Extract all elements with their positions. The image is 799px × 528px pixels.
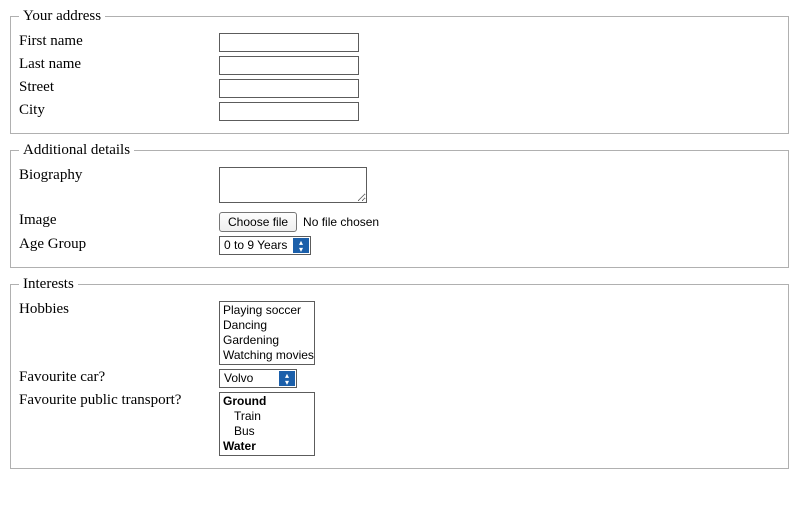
label-city: City <box>19 102 45 118</box>
table-row <box>19 210 379 234</box>
age-group-select[interactable] <box>219 236 311 255</box>
label-age-group: Age Group <box>19 236 87 252</box>
file-status-text: No file chosen <box>303 215 380 229</box>
table-row <box>19 54 359 77</box>
favourite-car-select[interactable] <box>219 369 297 388</box>
label-street: Street <box>19 79 54 95</box>
list-item[interactable]: Dancing <box>223 318 268 332</box>
list-item[interactable]: Gardening <box>223 333 280 347</box>
table-row <box>19 165 379 210</box>
label-hobbies: Hobbies <box>19 301 69 317</box>
chevron-updown-icon[interactable] <box>279 371 295 386</box>
age-group-selected-value: 0 to 9 Years <box>224 238 288 252</box>
listbox-group-label: Water <box>223 439 256 453</box>
hobbies-listbox[interactable] <box>219 301 315 365</box>
label-biography: Biography <box>19 167 83 183</box>
legend-your-address: Your address <box>23 8 102 24</box>
additional-fields-table <box>19 165 379 257</box>
favourite-transport-listbox[interactable] <box>219 392 315 456</box>
chevron-up-icon: ▴ <box>298 238 303 247</box>
label-last-name: Last name <box>19 56 82 72</box>
list-item[interactable]: Playing soccer <box>223 303 302 317</box>
city-input[interactable] <box>219 102 359 121</box>
biography-textarea[interactable] <box>219 167 367 203</box>
legend-additional-details: Additional details <box>23 142 131 158</box>
interests-fields-table <box>19 299 315 458</box>
list-item[interactable]: Bus <box>234 424 255 438</box>
table-row <box>19 390 315 458</box>
fieldset-interests <box>10 276 789 469</box>
last-name-input[interactable] <box>219 56 359 75</box>
label-image: Image <box>19 212 57 228</box>
list-item[interactable]: Watching movies <box>223 348 314 362</box>
chevron-down-icon: ▾ <box>298 245 303 254</box>
label-favourite-transport: Favourite public transport? <box>19 392 182 408</box>
favourite-car-selected-value: Volvo <box>224 371 254 385</box>
label-favourite-car: Favourite car? <box>19 369 106 385</box>
table-row <box>19 234 379 257</box>
first-name-input[interactable] <box>219 33 359 52</box>
chevron-up-icon: ▴ <box>284 371 289 380</box>
table-row <box>19 31 359 54</box>
listbox-group-label: Ground <box>223 394 267 408</box>
table-row <box>19 367 315 390</box>
address-fields-table <box>19 31 359 123</box>
fieldset-additional-details <box>10 142 789 268</box>
label-first-name: First name <box>19 33 83 49</box>
street-input[interactable] <box>219 79 359 98</box>
list-item[interactable]: Train <box>234 409 261 423</box>
table-row <box>19 100 359 123</box>
chevron-down-icon: ▾ <box>284 378 289 387</box>
image-file-input[interactable] <box>219 212 379 232</box>
table-row <box>19 77 359 100</box>
chevron-updown-icon[interactable] <box>293 238 309 253</box>
table-row <box>19 299 315 367</box>
legend-interests: Interests <box>23 276 74 292</box>
choose-file-button[interactable]: Choose file <box>219 212 297 232</box>
fieldset-your-address <box>10 8 789 134</box>
